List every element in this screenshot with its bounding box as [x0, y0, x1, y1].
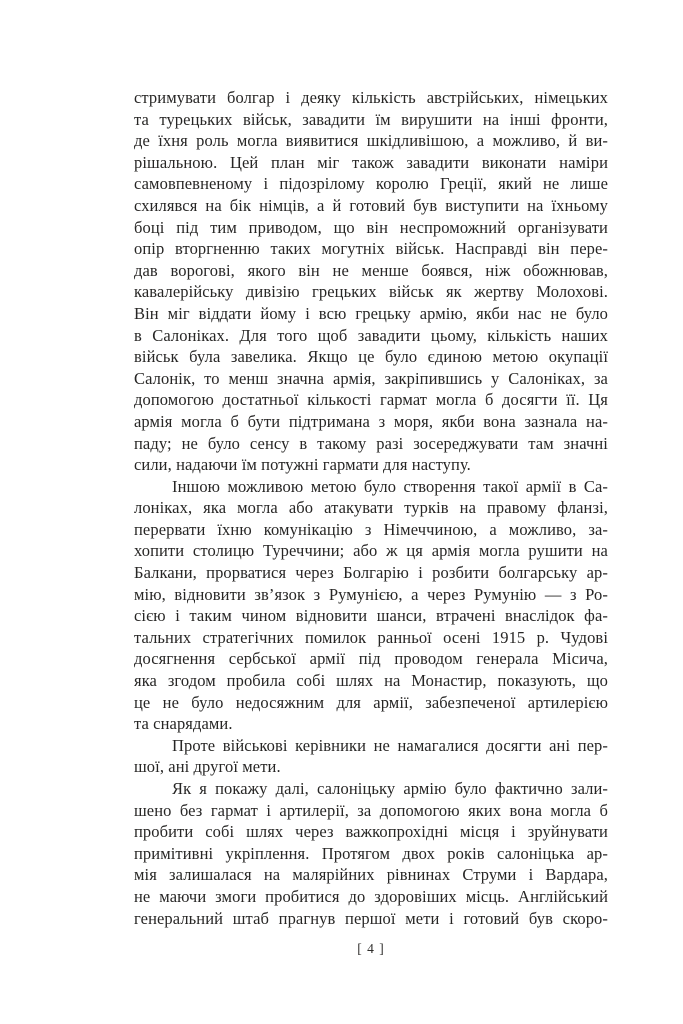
text-line: де їхня роль могла виявитися шкідливішою, а можливо, й ви-: [134, 131, 608, 151]
text-line: армія могла б бути підтримана з моря, якби вона зазнала на-: [134, 411, 608, 431]
text-line: боці під тим приводом, що він неспроможний організувати: [134, 217, 608, 237]
text-line: та снарядами.: [134, 714, 233, 734]
text-line: мія залишалася на малярійних рівнинах Струми і Вардара,: [134, 865, 608, 885]
text-line: Як я покажу далі, салоніцьку армію було фактично зали-: [172, 779, 608, 798]
text-line: кавалерійську дивізію грецьких військ як жертву Молохові.: [134, 282, 608, 302]
text-line: Він міг віддати йому і всю грецьку армію, якби нас не було: [134, 303, 608, 323]
text-line: самовпевненому і підозрілому королю Греції, який не лише: [134, 174, 608, 194]
paragraph: [134, 476, 608, 735]
text-line: в Салоніках. Для того щоб завадити цьому, кількість наших: [134, 325, 608, 345]
text-line: шої, ані другої мети.: [134, 757, 281, 777]
text-line: сією і таким чином відновити шанси, втрачені внаслідок фа-: [134, 606, 608, 626]
paragraph: [134, 735, 608, 778]
text-line: лоніках, яка могла або атакувати турків на правому фланзі,: [134, 498, 608, 518]
text-block: [134, 87, 608, 929]
text-line: схилявся на бік німців, а й готовий був виступити на їхньому: [134, 195, 608, 215]
text-line: шено без гармат і артилерії, за допомогою яких вона могла б: [134, 800, 608, 820]
text-line: хопити столицю Туреччини; або ж ця армія могла рушити на: [134, 541, 608, 561]
text-line: яка згодом пробила собі шлях на Монастир, показують, що: [134, 671, 608, 691]
text-line: паду; не було сенсу в такому разі зосереджувати там значні: [134, 433, 608, 453]
page-number: [ 4 ]: [357, 941, 385, 956]
text-line: мію, відновити зв’язок з Румунією, а через Румунію — з Ро-: [134, 584, 608, 604]
text-line: примітивні укріплення. Протягом двох років салоніцька ар-: [134, 843, 608, 863]
text-line: тальних стратегічних помилок ранньої осені 1915 р. Чудові: [134, 627, 608, 647]
text-line: не маючи змоги пробитися до здоровіших місць. Англійський: [134, 886, 608, 906]
text-line: Іншою можливою метою було створення такої армії в Са-: [172, 476, 608, 496]
text-line: це не було недосяжним для армії, забезпеченої артилерією: [134, 692, 608, 712]
text-line: пробити собі шлях через важкопрохідні місця і зруйнувати: [134, 822, 608, 842]
text-line: перервати їхню комунікацію з Німеччиною, а можливо, за-: [134, 519, 608, 539]
text-line: військ була завелика. Якщо це було єдиною метою окупації: [134, 347, 608, 367]
text-line: дав ворогові, якого він не менше боявся, ніж обожнював,: [134, 260, 608, 280]
text-line: Салонік, то менш значна армія, закріпившись у Салоніках, за: [134, 368, 608, 388]
text-line: сили, надаючи їм потужні гармати для наступу.: [134, 455, 471, 475]
text-line: опір вторгненню таких могутніх військ. Насправді він пере-: [134, 239, 608, 259]
paragraph: [134, 778, 608, 929]
text-line: Проте військові керівники не намагалися досягти ані пер-: [172, 735, 608, 755]
text-line: генеральний штаб прагнув першої мети і готовий був скоро-: [134, 908, 608, 928]
text-line: рішальною. Цей план міг також завадити виконати наміри: [134, 152, 608, 172]
text-line: досягнення сербської армії під проводом генерала Місича,: [134, 649, 608, 669]
paragraph: [134, 87, 608, 476]
text-line: Балкани, прорватися через Болгарію і розбити болгарську ар-: [134, 563, 608, 583]
text-line: допомогою достатньої кількості гармат могла б досягти її. Ця: [134, 390, 608, 410]
text-line: та турецьких військ, завадити їм вирушити на інші фронти,: [134, 109, 608, 129]
text-line: стримувати болгар і деяку кількість австрійських, німецьких: [134, 88, 608, 107]
